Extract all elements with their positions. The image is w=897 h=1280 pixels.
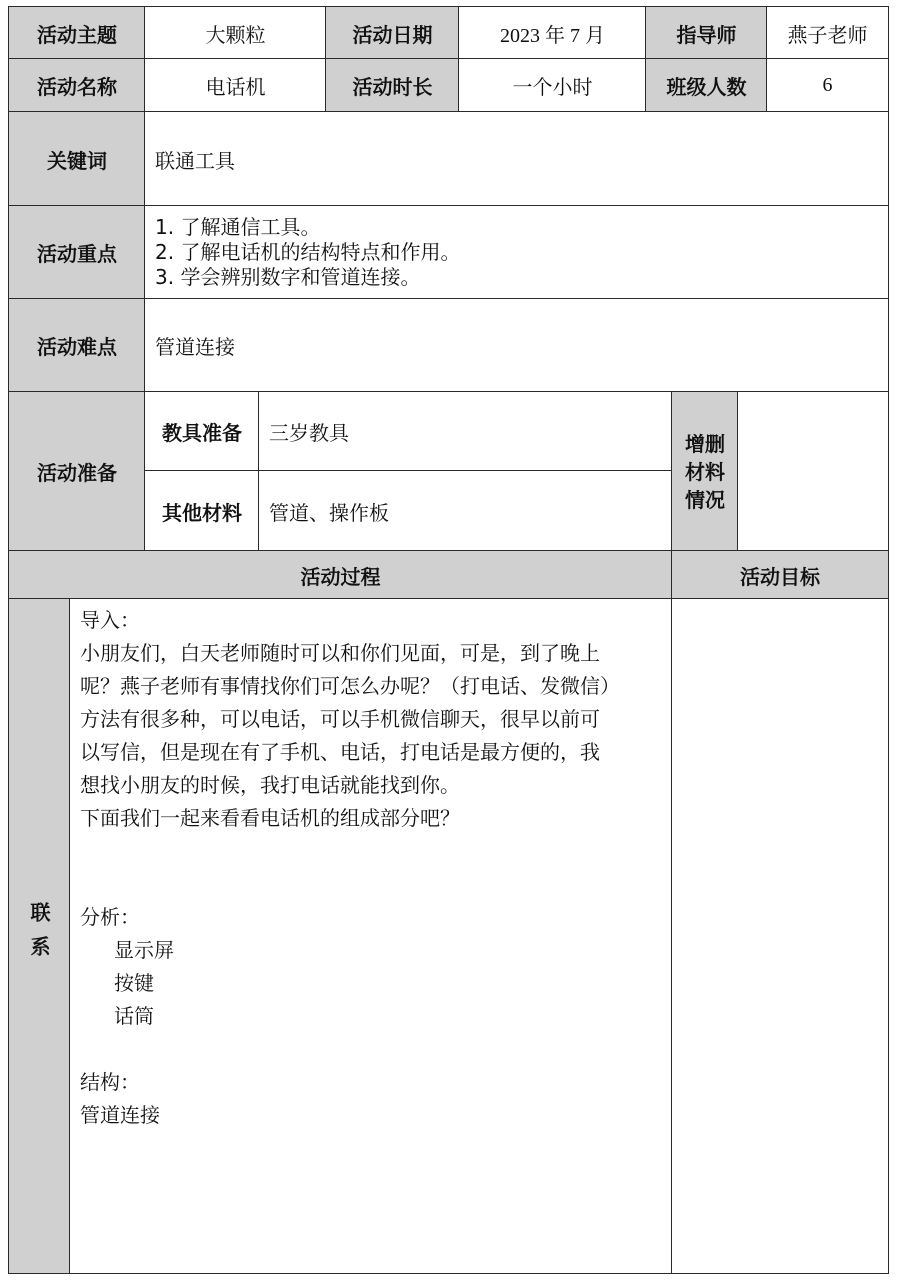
difficulty-label: 活动难点 [8, 298, 146, 393]
adjust-materials-text: 增删材料情况 [685, 431, 725, 512]
goal-body [671, 598, 889, 1274]
theme-value: 大颗粒 [144, 6, 327, 60]
name-value: 电话机 [144, 58, 327, 113]
intro-line: 以写信，但是现在有了手机、电话，打电话是最方便的，我 [80, 740, 600, 764]
teacher-label: 指导师 [645, 6, 768, 60]
duration-value: 一个小时 [458, 58, 647, 113]
class-size-label: 班级人数 [645, 58, 768, 113]
other-materials-value: 管道、操作板 [258, 470, 673, 552]
focus-label: 活动重点 [8, 205, 146, 300]
keywords-value: 联通工具 [144, 111, 889, 207]
intro-title: 导入： [80, 608, 140, 632]
difficulty-value: 管道连接 [144, 298, 889, 393]
process-text [80, 604, 670, 1132]
goal-header: 活动目标 [671, 550, 889, 600]
structure-value: 管道连接 [80, 1103, 160, 1127]
structure-title: 结构： [80, 1070, 140, 1094]
analysis-item: 话筒 [114, 1004, 154, 1028]
duration-label: 活动时长 [325, 58, 460, 113]
focus-item: 3. 学会辨别数字和管道连接。 [155, 265, 421, 289]
keywords-label: 关键词 [8, 111, 146, 207]
process-header: 活动过程 [8, 550, 673, 600]
adjust-materials-value [737, 391, 889, 552]
theme-label: 活动主题 [8, 6, 146, 60]
analysis-title: 分析： [80, 905, 140, 929]
focus-item: 1. 了解通信工具。 [155, 215, 321, 239]
intro-line: 想找小朋友的时候，我打电话就能找到你。 [80, 773, 460, 797]
teaching-aids-label: 教具准备 [144, 391, 260, 472]
section-label-text: 联系 [27, 902, 51, 970]
intro-line: 下面我们一起来看看电话机的组成部分吧？ [80, 806, 460, 830]
intro-line: 呢？燕子老师有事情找你们可怎么办呢？（打电话、发微信） [80, 674, 620, 698]
other-materials-label: 其他材料 [144, 470, 260, 552]
date-value: 2023 年 7 月 [458, 6, 647, 60]
preparation-label: 活动准备 [8, 391, 146, 552]
adjust-materials-label [671, 391, 739, 552]
class-size-value: 6 [766, 58, 889, 113]
intro-line: 方法有很多种，可以电话，可以手机微信聊天，很早以前可 [80, 707, 600, 731]
intro-line: 小朋友们，白天老师随时可以和你们见面，可是，到了晚上 [80, 641, 600, 665]
analysis-item: 按键 [114, 971, 154, 995]
name-label: 活动名称 [8, 58, 146, 113]
analysis-item: 显示屏 [114, 938, 174, 962]
section-label [8, 598, 71, 1274]
date-label: 活动日期 [325, 6, 460, 60]
teacher-value: 燕子老师 [766, 6, 889, 60]
focus-list [144, 205, 889, 300]
focus-item: 2. 了解电话机的结构特点和作用。 [155, 240, 461, 264]
teaching-aids-value: 三岁教具 [258, 391, 673, 472]
